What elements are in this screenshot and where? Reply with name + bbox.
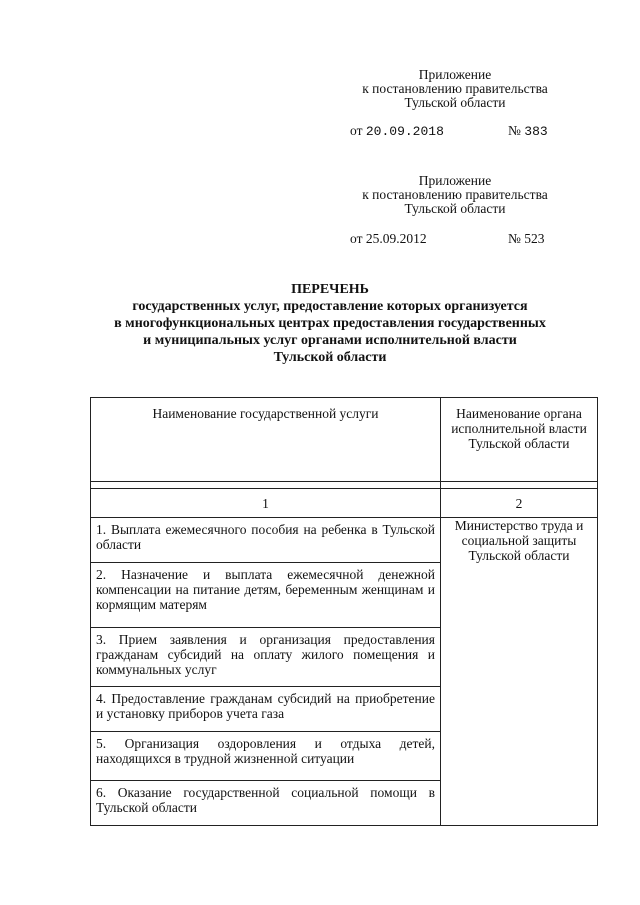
service-cell: 5. Организация оздоровления и отдыха детей, находящихся в трудной жизненной ситуации — [91, 732, 441, 781]
table-column-numbers-row — [91, 489, 598, 518]
services-table — [90, 397, 598, 826]
header-service-name: Наименование государственной услуги — [91, 398, 441, 482]
appendix-region-line: Тульской области — [404, 201, 506, 216]
appendix-label: Приложение — [418, 67, 492, 82]
appendix-header-new — [340, 68, 570, 110]
date-prefix: от — [350, 123, 363, 138]
document-title — [60, 281, 600, 366]
title-line: государственных услуг, предоставление которых организуется — [132, 299, 528, 314]
column-number-2: 2 — [441, 489, 598, 518]
resolution-number-new — [508, 123, 548, 139]
number-prefix: № — [508, 123, 521, 138]
column-number-1: 1 — [91, 489, 441, 518]
service-cell: 3. Прием заявления и организация предоставления гражданам субсидий на оплату жилого помещения и коммунальных услуг — [91, 628, 441, 687]
title-line: и муниципальных услуг органами исполнительной власти — [143, 333, 517, 348]
appendix-resolution-line: к постановлению правительства — [362, 187, 548, 202]
authority-cell: Министерство труда и социальной защиты Тульской области — [441, 518, 598, 826]
resolution-date-old: от 25.09.2012 — [350, 231, 427, 246]
appendix-header-old — [340, 174, 570, 216]
service-cell: 1. Выплата ежемесячного пособия на ребенка в Тульской области — [91, 518, 441, 563]
appendix-resolution-line: к постановлению правительства — [362, 81, 548, 96]
service-cell: 6. Оказание государственной социальной помощи в Тульской области — [91, 781, 441, 826]
title-line: в многофункциональных центрах предоставления государственных — [114, 316, 546, 331]
number-value: 383 — [524, 124, 548, 139]
table-header-row — [91, 398, 598, 482]
appendix-region-line: Тульской области — [404, 95, 506, 110]
title-line: Тульской области — [273, 350, 387, 365]
title-line: ПЕРЕЧЕНЬ — [291, 282, 369, 297]
service-cell: 4. Предоставление гражданам субсидий на приобретение и установку приборов учета газа — [91, 687, 441, 732]
service-cell: 2. Назначение и выплата ежемесячной денежной компенсации на питание детям, беременным женщинам и кормящим матерям — [91, 563, 441, 628]
table-spacer-row — [91, 482, 598, 489]
appendix-label: Приложение — [418, 173, 492, 188]
resolution-number-old: № 523 — [508, 231, 545, 246]
resolution-date-new — [350, 123, 444, 139]
date-value: 20.09.2018 — [365, 124, 444, 139]
header-authority-name: Наименование органа исполнительной власти Тульской области — [441, 398, 598, 482]
table-row — [91, 518, 598, 563]
